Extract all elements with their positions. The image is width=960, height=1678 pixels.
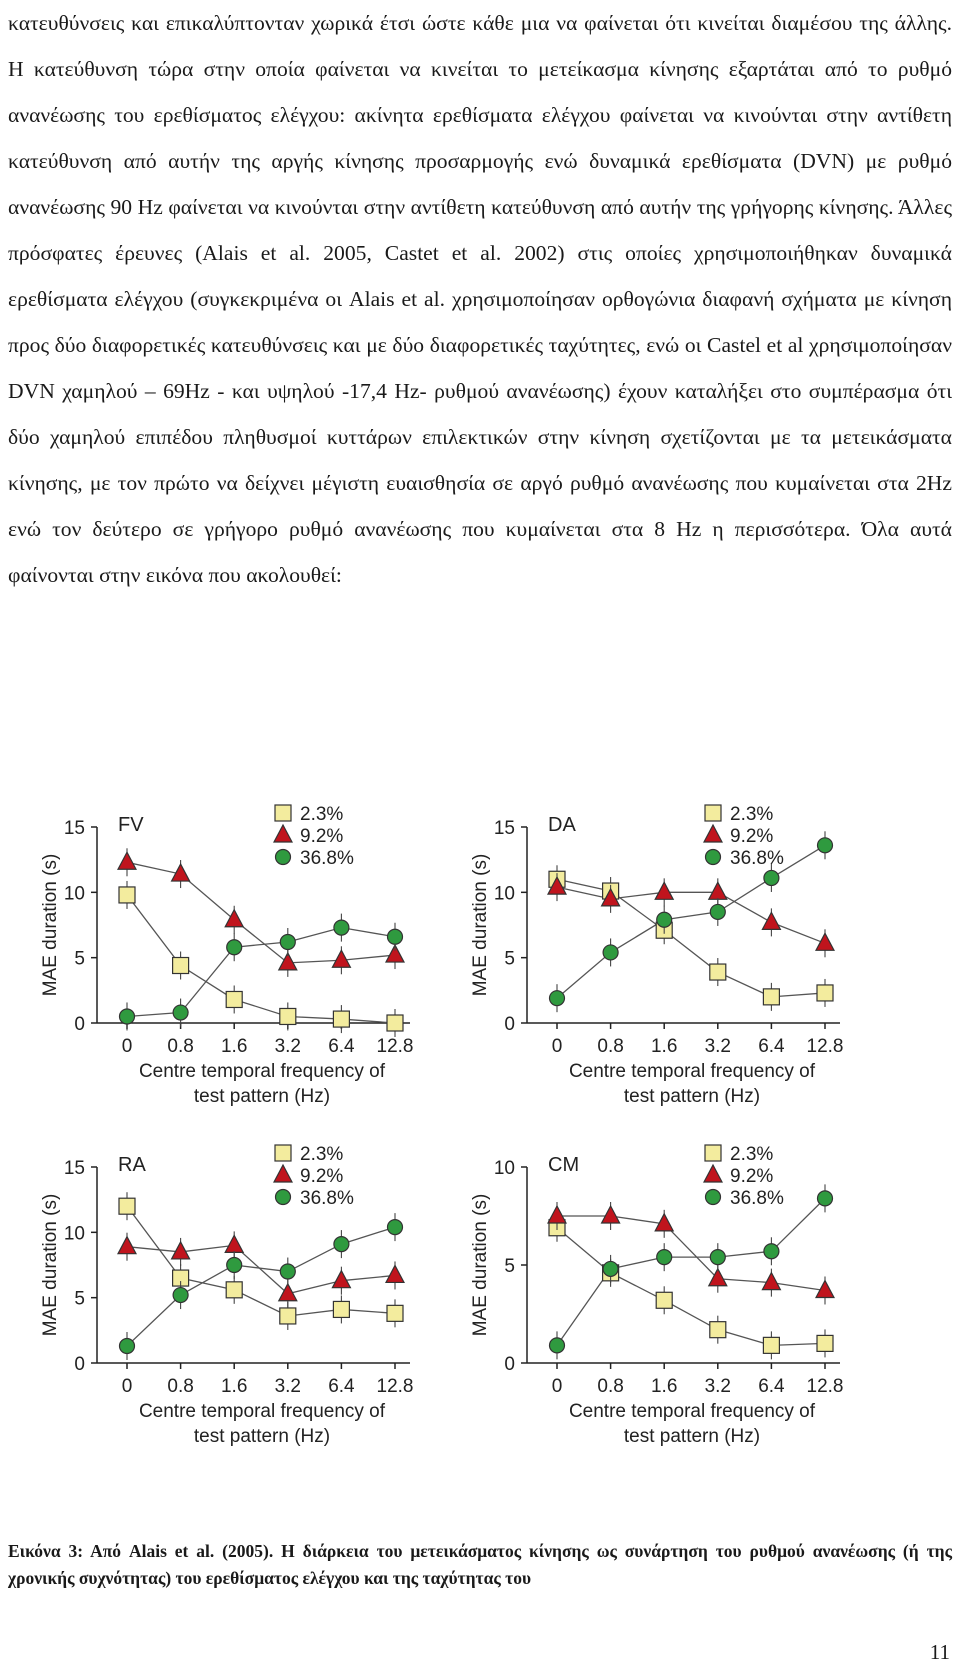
- legend-label: 9.2%: [300, 826, 344, 847]
- body-paragraph: κατευθύνσεις και επικαλύπτονταν χωρικά έτσι ώστε κάθε μια να φαίνεται ότι κινείται διαμέσου της άλλης. Η κατεύθυνση τώρα στην οποία φαίνεται να κινείται το μετείκασμα κίνησης εξαρτάται από το ρυθμό ανανέωσης του ερεθίσματος ελέγχου: ακίνητα ερεθίσματα ελέγχου φαίνεται να κινούνται στην αντίθετη κατεύθυνση από αυτήν της αργής κίνησης προσαρμογής ενώ δυναμικά ερεθίσματα (DVN) με ρυθμό ανανέωσης 90 Hz φαίνεται να κινούνται στην αντίθετη κατεύθυνση από αυτήν της γρήγορης κίνησης. Άλλες πρόσφατες έρευνες (Alais et al. 2005, Castet et al. 2002) στις οποίες χρησιμοποιήθηκαν δυναμικά ερεθίσματα ελέγχου (συγκεκριμένα οι Alais et al. χρησιμοποίησαν ορθογώνια διαφανή σχήματα με κίνηση προς δύο διαφορετικές κατευθύνσεις και με δύο διαφορετικές ταχύτητες, ενώ οι Castel et al χρησιμοποίησαν DVN χαμηλού – 69Hz - και υψηλού -17,4 Hz- ρυθμού ανανέωσης) έχουν καταλήξει στο συμπέρασμα ότι δύο χαμηλού επιπέδου πληθυσμοί κυττάρων επιλεκτικών στην κίνηση σχετίζονται με τα μετεικάσματα κίνησης, με τον πρώτο να δείχνει μέγιστη ευαισθησία σε αργό ρυθμό ανανέωσης που κυμαίνεται στα 2Hz ενώ τον δεύτερο σε γρήγορο ρυθμό ανανέωσης που κυμαίνεται στα 8 Hz η περισσότερα. Όλα αυτά φαίνονται στην εικόνα που ακολουθεί:: [8, 11, 952, 587]
- y-tick-label: 10: [493, 883, 515, 905]
- legend-label: 36.8%: [730, 848, 784, 869]
- data-point-square: [173, 958, 189, 974]
- data-point-triangle: [762, 912, 780, 929]
- y-tick-label: 15: [493, 818, 515, 839]
- legend-marker: [706, 850, 721, 865]
- y-tick-label: 10: [63, 1223, 85, 1245]
- y-tick-label: 5: [74, 948, 85, 970]
- data-point-circle: [603, 1261, 618, 1276]
- data-point-circle: [334, 1237, 349, 1252]
- x-tick-label: 0.8: [167, 1036, 194, 1057]
- data-point-triangle: [332, 950, 350, 967]
- chart-ra: [0, 1145, 460, 1475]
- legend-marker: [276, 850, 291, 865]
- data-point-triangle: [709, 882, 727, 899]
- legend-label: 2.3%: [300, 804, 344, 825]
- y-tick-label: 5: [504, 948, 515, 970]
- x-axis-label: Centre temporal frequency of: [568, 1401, 816, 1422]
- y-tick-label: 0: [504, 1014, 515, 1035]
- y-tick-label: 15: [63, 1158, 85, 1179]
- x-tick-label: 1.6: [220, 1036, 248, 1057]
- figure: [0, 805, 960, 1535]
- data-point-circle: [173, 1005, 188, 1020]
- data-point-circle: [550, 991, 565, 1006]
- data-point-triangle: [762, 1273, 780, 1290]
- data-point-triangle: [118, 1237, 136, 1254]
- data-point-square: [333, 1301, 349, 1317]
- legend-label: 36.8%: [730, 1188, 784, 1209]
- x-tick-label: 1.6: [220, 1376, 248, 1397]
- data-point-circle: [388, 929, 403, 944]
- panel-label: RA: [118, 1154, 146, 1176]
- data-point-square: [119, 887, 135, 903]
- figure-caption: Εικόνα 3: Από Alais et al. (2005). Η διάρκεια του μετεικάσματος κίνησης ως συνάρτηση του ρυθμού ανανέωσης (ή της χρονικής συχνότητας) του ερεθίσματος ελέγχου και της ταχύτητας του: [8, 1541, 952, 1588]
- data-point-circle: [550, 1338, 565, 1353]
- data-point-circle: [173, 1288, 188, 1303]
- data-point-square: [710, 1322, 726, 1338]
- page-number: 11: [929, 1640, 950, 1664]
- data-point-triangle: [548, 1206, 566, 1223]
- data-point-square: [817, 1335, 833, 1351]
- series-line-square: [557, 879, 825, 997]
- y-tick-label: 0: [74, 1014, 85, 1035]
- data-point-circle: [280, 934, 295, 949]
- legend-marker: [275, 805, 291, 821]
- data-point-circle: [710, 1250, 725, 1265]
- series-line-square: [127, 1206, 395, 1316]
- legend-marker: [275, 1145, 291, 1161]
- x-tick-label: 12.8: [376, 1376, 414, 1397]
- data-point-circle: [334, 920, 349, 935]
- data-point-triangle: [816, 933, 834, 950]
- data-point-triangle: [602, 1206, 620, 1223]
- legend-label: 2.3%: [730, 1144, 774, 1165]
- data-point-triangle: [225, 910, 243, 927]
- x-axis-label: test pattern (Hz): [623, 1086, 761, 1107]
- legend-marker: [704, 1165, 722, 1182]
- data-point-square: [763, 989, 779, 1005]
- y-tick-label: 10: [63, 883, 85, 905]
- x-axis-label: Centre temporal frequency of: [138, 1061, 386, 1082]
- legend-marker: [704, 825, 722, 842]
- legend-marker: [276, 1190, 291, 1205]
- data-point-circle: [603, 945, 618, 960]
- x-tick-label: 3.2: [274, 1036, 302, 1057]
- legend-label: 2.3%: [730, 804, 774, 825]
- data-point-circle: [818, 838, 833, 853]
- data-point-triangle: [172, 1242, 190, 1259]
- data-point-square: [710, 964, 726, 980]
- y-tick-label: 0: [74, 1354, 85, 1375]
- data-point-square: [280, 1308, 296, 1324]
- x-tick-label: 1.6: [650, 1036, 678, 1057]
- data-point-circle: [657, 912, 672, 927]
- legend-label: 36.8%: [300, 1188, 354, 1209]
- x-tick-label: 0.8: [167, 1376, 194, 1397]
- data-point-triangle: [118, 852, 136, 869]
- legend-marker: [705, 805, 721, 821]
- x-tick-label: 6.4: [328, 1036, 355, 1057]
- x-tick-label: 0: [121, 1376, 133, 1397]
- data-point-circle: [764, 870, 779, 885]
- data-point-circle: [764, 1244, 779, 1259]
- data-point-square: [226, 1282, 242, 1298]
- panel-label: DA: [548, 814, 576, 836]
- x-tick-label: 0: [121, 1036, 133, 1057]
- legend-marker: [274, 1165, 292, 1182]
- data-point-square: [387, 1305, 403, 1321]
- x-axis-label: Centre temporal frequency of: [138, 1401, 386, 1422]
- legend-marker: [705, 1145, 721, 1161]
- data-point-square: [280, 1008, 296, 1024]
- data-point-circle: [227, 940, 242, 955]
- data-point-square: [763, 1337, 779, 1353]
- data-point-triangle: [709, 1269, 727, 1286]
- x-tick-label: 12.8: [376, 1036, 414, 1057]
- y-axis-label: MAE duration (s): [40, 1193, 61, 1337]
- y-tick-label: 5: [504, 1256, 515, 1277]
- x-tick-label: 0: [551, 1036, 563, 1057]
- data-point-triangle: [332, 1271, 350, 1288]
- data-point-circle: [120, 1009, 135, 1024]
- y-axis-label: MAE duration (s): [40, 853, 61, 997]
- legend-label: 9.2%: [300, 1166, 344, 1187]
- chart-fv: [0, 805, 460, 1135]
- data-point-circle: [227, 1258, 242, 1273]
- y-axis-label: MAE duration (s): [470, 853, 491, 997]
- legend-label: 36.8%: [300, 848, 354, 869]
- x-tick-label: 0: [551, 1376, 563, 1397]
- series-line-triangle: [127, 1245, 395, 1293]
- data-point-circle: [388, 1220, 403, 1235]
- x-tick-label: 6.4: [758, 1376, 785, 1397]
- data-point-triangle: [386, 1265, 404, 1282]
- x-axis-label: test pattern (Hz): [193, 1426, 331, 1447]
- series-line-circle: [127, 1227, 395, 1346]
- y-tick-label: 10: [493, 1158, 515, 1179]
- x-tick-label: 0.8: [597, 1036, 624, 1057]
- series-line-circle: [557, 1198, 825, 1345]
- data-point-square: [333, 1011, 349, 1027]
- series-line-triangle: [557, 1216, 825, 1290]
- data-point-square: [119, 1198, 135, 1214]
- x-tick-label: 3.2: [704, 1376, 732, 1397]
- x-tick-label: 1.6: [650, 1376, 678, 1397]
- data-point-triangle: [225, 1235, 243, 1252]
- x-tick-label: 3.2: [704, 1036, 732, 1057]
- legend-label: 9.2%: [730, 1166, 774, 1187]
- x-axis-label: test pattern (Hz): [623, 1426, 761, 1447]
- x-axis-label: Centre temporal frequency of: [568, 1061, 816, 1082]
- y-tick-label: 5: [74, 1288, 85, 1310]
- data-point-circle: [818, 1191, 833, 1206]
- x-tick-label: 12.8: [806, 1376, 844, 1397]
- y-axis-label: MAE duration (s): [470, 1193, 491, 1337]
- data-point-square: [226, 991, 242, 1007]
- y-tick-label: 15: [63, 818, 85, 839]
- data-point-square: [387, 1015, 403, 1031]
- chart-da: [430, 805, 900, 1135]
- panel-label: FV: [118, 814, 144, 836]
- legend-label: 9.2%: [730, 826, 774, 847]
- data-point-triangle: [655, 882, 673, 899]
- data-point-square: [656, 1292, 672, 1308]
- y-tick-label: 0: [504, 1354, 515, 1375]
- x-tick-label: 6.4: [758, 1036, 785, 1057]
- series-line-square: [557, 1228, 825, 1346]
- data-point-circle: [657, 1250, 672, 1265]
- series-line-circle: [557, 845, 825, 998]
- chart-cm: [430, 1145, 900, 1475]
- x-tick-label: 12.8: [806, 1036, 844, 1057]
- data-point-circle: [280, 1264, 295, 1279]
- legend-label: 2.3%: [300, 1144, 344, 1165]
- legend-marker: [274, 825, 292, 842]
- body-text: [8, 0, 952, 598]
- data-point-circle: [120, 1339, 135, 1354]
- x-tick-label: 3.2: [274, 1376, 302, 1397]
- x-tick-label: 6.4: [328, 1376, 355, 1397]
- data-point-square: [817, 985, 833, 1001]
- x-axis-label: test pattern (Hz): [193, 1086, 331, 1107]
- panel-label: CM: [548, 1154, 580, 1176]
- data-point-circle: [710, 904, 725, 919]
- legend-marker: [706, 1190, 721, 1205]
- x-tick-label: 0.8: [597, 1376, 624, 1397]
